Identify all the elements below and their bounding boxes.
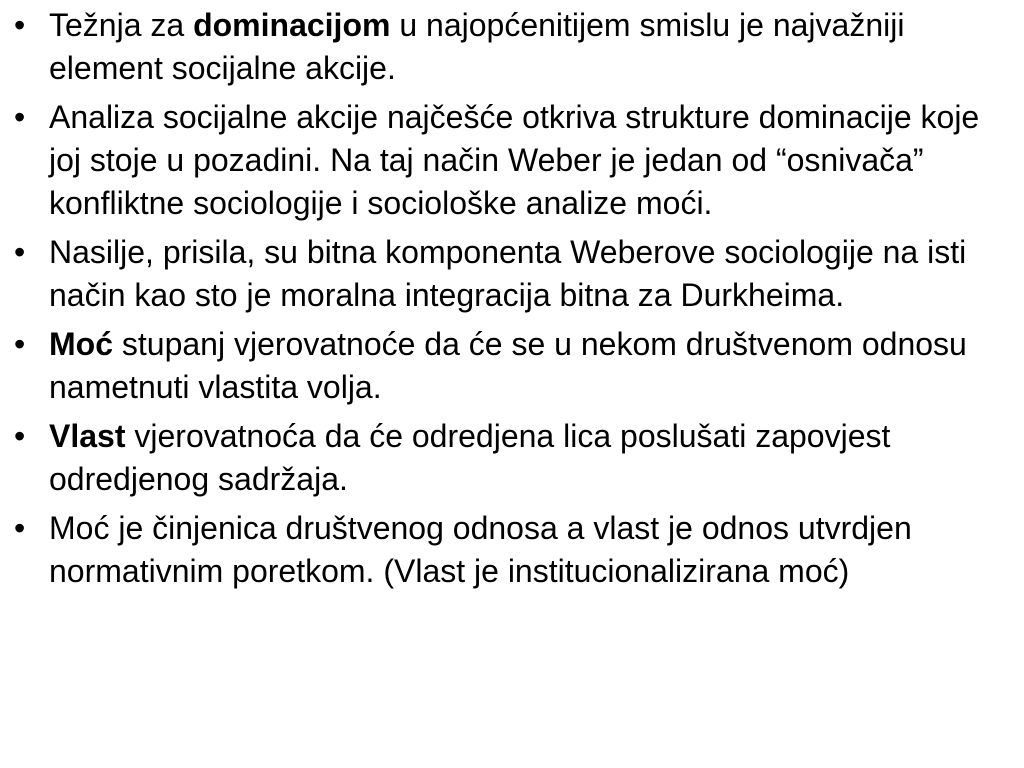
bullet-item-analiza [14, 96, 1004, 225]
bullet-text-lead: Težnja za [49, 7, 194, 43]
bullet-item-moc [14, 323, 1004, 409]
bullet-item-moc-vlast [14, 507, 1004, 593]
bullet-icon: • [14, 326, 26, 362]
bullet-icon: • [14, 99, 26, 135]
bullet-icon: • [14, 7, 26, 43]
bullet-text-rest: vjerovatnoća da će odredjena lica poslušati zapovjest odredjenog sadržaja. [49, 418, 891, 497]
bullet-text: Nasilje, prisila, su bitna komponenta Weberove sociologije na isti način kao sto je moralna integracija bitna za Durkheima. [49, 234, 967, 313]
bullet-icon: • [14, 234, 26, 270]
bullet-text-rest: u najopćenitijem smislu je najvažniji element socijalne akcije. [49, 7, 905, 86]
bullet-icon: • [14, 418, 26, 454]
bullet-text: Moć je činjenica društvenog odnosa a vlast je odnos utvrdjen normativnim poretkom. (Vlast je institucionalizirana moć) [49, 510, 912, 589]
bullet-term: Vlast [49, 418, 126, 454]
bullet-term: dominacijom [193, 7, 391, 43]
bullet-list [14, 4, 1004, 599]
bullet-item-nasilje [14, 231, 1004, 317]
bullet-item-dominacija [14, 4, 1004, 90]
bullet-icon: • [14, 510, 26, 546]
bullet-text: Analiza socijalne akcije najčešće otkriva strukture dominacije koje joj stoje u pozadini. Na taj način Weber je jedan od “osnivača” konfliktne sociologije i sociološke analize moći. [49, 99, 980, 221]
bullet-item-vlast [14, 415, 1004, 501]
bullet-text-rest: stupanj vjerovatnoće da će se u nekom društvenom odnosu nametnuti vlastita volja. [49, 326, 967, 405]
bullet-term: Moć [49, 326, 113, 362]
